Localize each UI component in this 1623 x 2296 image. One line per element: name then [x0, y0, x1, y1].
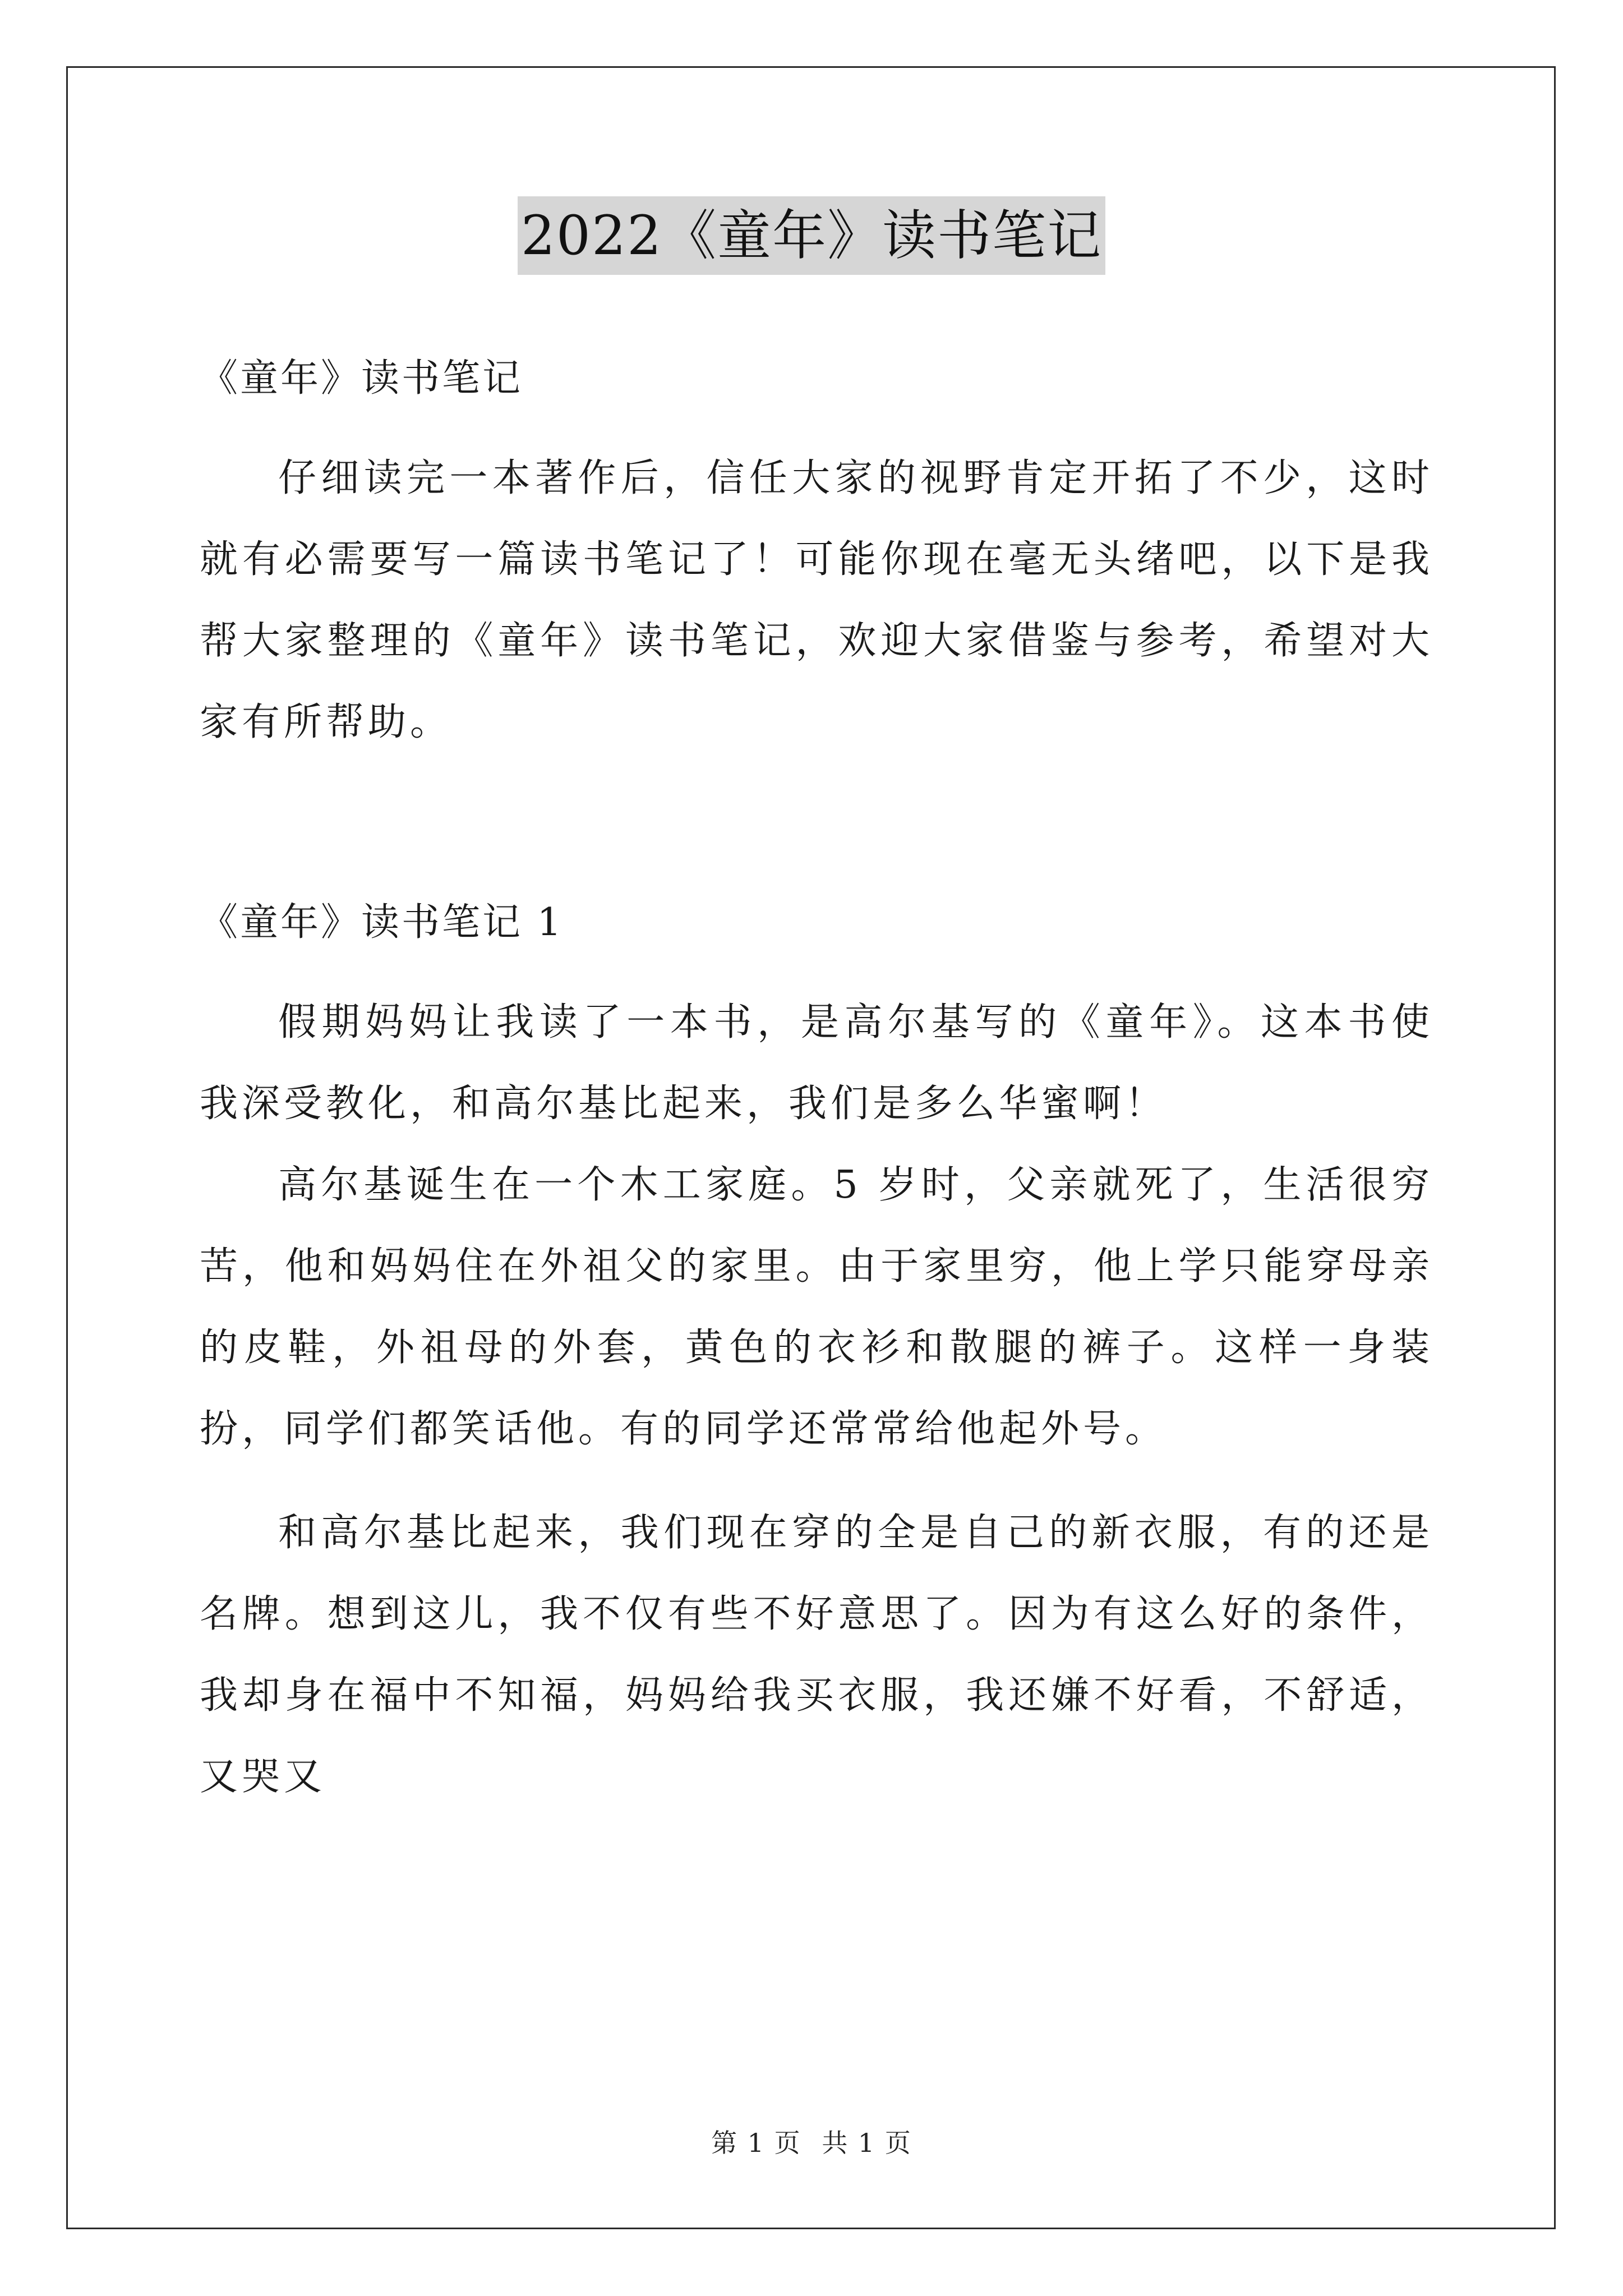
page-total: 共 1 页	[822, 2128, 912, 2158]
document-title: 2022《童年》读书笔记	[518, 196, 1105, 275]
document-body	[200, 337, 1433, 1818]
section-heading: 《童年》读书笔记 1	[200, 900, 564, 945]
intro-heading: 《童年》读书笔记	[200, 356, 523, 401]
body-paragraph-1: 假期妈妈让我读了一本书，是高尔基写的《童年》。这本书使我深受教化，和高尔基比起来，我们是多么华蜜啊！	[200, 1000, 1433, 1126]
title-container	[0, 196, 1623, 275]
intro-paragraph: 仔细读完一本著作后，信任大家的视野肯定开拓了不少，这时就有必需要写一篇读书笔记了！可能你现在毫无头绪吧，以下是我帮大家整理的《童年》读书笔记，欢迎大家借鉴与参考，希望对大家有所帮助。	[200, 456, 1433, 744]
page-number: 第 1 页	[711, 2128, 801, 2158]
page-footer	[0, 2126, 1623, 2160]
body-paragraph-3: 和高尔基比起来，我们现在穿的全是自己的新衣服，有的还是名牌。想到这儿，我不仅有些不好意思了。因为有这么好的条件，我却身在福中不知福，妈妈给我买衣服，我还嫌不好看，不舒适，又哭又	[200, 1511, 1433, 1799]
body-paragraph-2: 高尔基诞生在一个木工家庭。5 岁时，父亲就死了，生活很穷苦，他和妈妈住在外祖父的家里。由于家里穷，他上学只能穿母亲的皮鞋，外祖母的外套，黄色的衣衫和散腿的裤子。这样一身装扮，同学们都笑话他。有的同学还常常给他起外号。	[200, 1163, 1433, 1451]
